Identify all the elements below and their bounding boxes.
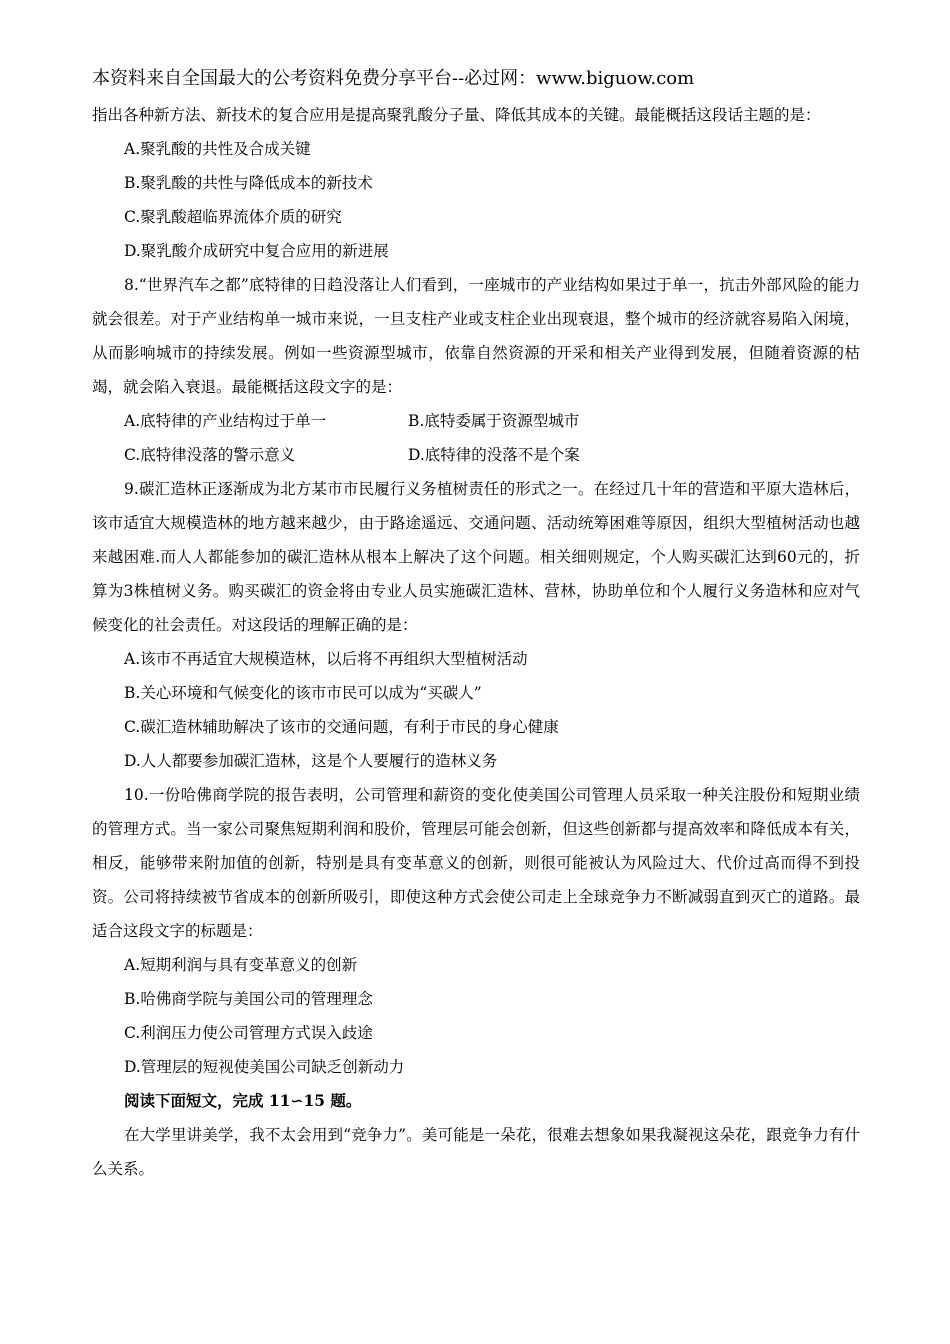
q9-option-b: B.关心环境和气候变化的该市市民可以成为“买碳人” [124,684,482,702]
q7-stem-tail: 指出各种新方法、新技术的复合应用是提高聚乳酸分子量、降低其成本的关键。最能概括这段话主题的是： [92,106,821,124]
q10-option-b: B.哈佛商学院与美国公司的管理理念 [124,990,373,1008]
reading-paragraph: 在大学里讲美学，我不太会用到“竞争力”。美可能是一朵花，很难去想象如果我凝视这朵花，跟竞争力有什么关系。 [92,1126,860,1178]
q9-stem: 9.碳汇造林正逐渐成为北方某市市民履行义务植树责任的形式之一。在经过几十年的营造和平原大造林后，该市适宜大规模造林的地方越来越少，由于路途遥远、交通问题、活动统筹困难等原因，组织大型植树活动也越来越困难.而人人都能参加的碳汇造林从根本上解决了这个问题。相关细则规定，个人购买碳汇达到60元的，折算为3株植树义务。购买碳汇的资金将由专业人员实施碳汇造林、营林，协助单位和个人履行义务造林和应对气候变化的社会责任。对这段话的理解正确的是： [92,480,860,634]
source-header: 本资料来自全国最大的公考资料免费分享平台--必过网：www.biguow.com [92,68,695,89]
q7-option-d: D.聚乳酸介成研究中复合应用的新进展 [124,242,389,260]
q8-option-a: A.底特律的产业结构过于单一 [124,412,327,430]
q8-option-d: D.底特律的没落不是个案 [408,446,580,464]
q10-option-d: D.管理层的短视使美国公司缺乏创新动力 [124,1058,405,1076]
q7-option-a: A.聚乳酸的共性及合成关键 [124,140,311,158]
q7-option-c: C.聚乳酸超临界流体介质的研究 [124,208,342,226]
q8-options-row-1 [92,404,860,438]
q9-option-d: D.人人都要参加碳汇造林，这是个人要履行的造林义务 [124,752,498,770]
reading-instruction: 阅读下面短文，完成 11∽15 题。 [124,1091,362,1110]
q10-option-a: A.短期利润与具有变革意义的创新 [124,956,358,974]
q7-option-b: B.聚乳酸的共性与降低成本的新技术 [124,174,373,192]
q9-option-c: C.碳汇造林辅助解决了该市的交通问题，有利于市民的身心健康 [124,718,559,736]
q8-option-b: B.底特委属于资源型城市 [408,412,580,430]
q8-stem: 8.“世界汽车之都”底特律的日趋没落让人们看到，一座城市的产业结构如果过于单一，抗击外部风险的能力就会很差。对于产业结构单一城市来说，一旦支柱产业或支柱企业出现衰退，整个城市的经济就容易陷入闲境，从而影响城市的持续发展。例如一些资源型城市，依靠自然资源的开采和相关产业得到发展，但随着资源的枯竭，就会陷入衰退。最能概括这段文字的是： [92,276,860,396]
q10-option-c: C.利润压力使公司管理方式误入歧途 [124,1024,373,1042]
document-body [92,98,860,1186]
q10-stem: 10.一份哈佛商学院的报告表明，公司管理和薪资的变化使美国公司管理人员采取一种关注股份和短期业绩的管理方式。当一家公司聚焦短期利润和股价，管理层可能会创新，但这些创新都与提高效率和降低成本有关，相反，能够带来附加值的创新，特别是具有变革意义的创新，则很可能被认为风险过大、代价过高而得不到投资。公司将持续被节省成本的创新所吸引，即使这种方式会使公司走上全球竞争力不断减弱直到灭亡的道路。最适合这段文字的标题是： [92,786,860,940]
q9-option-a: A.该市不再适宜大规模造林，以后将不再组织大型植树活动 [124,650,528,668]
q8-options-row-2 [92,438,860,472]
q8-option-c: C.底特律没落的警示意义 [124,446,296,464]
